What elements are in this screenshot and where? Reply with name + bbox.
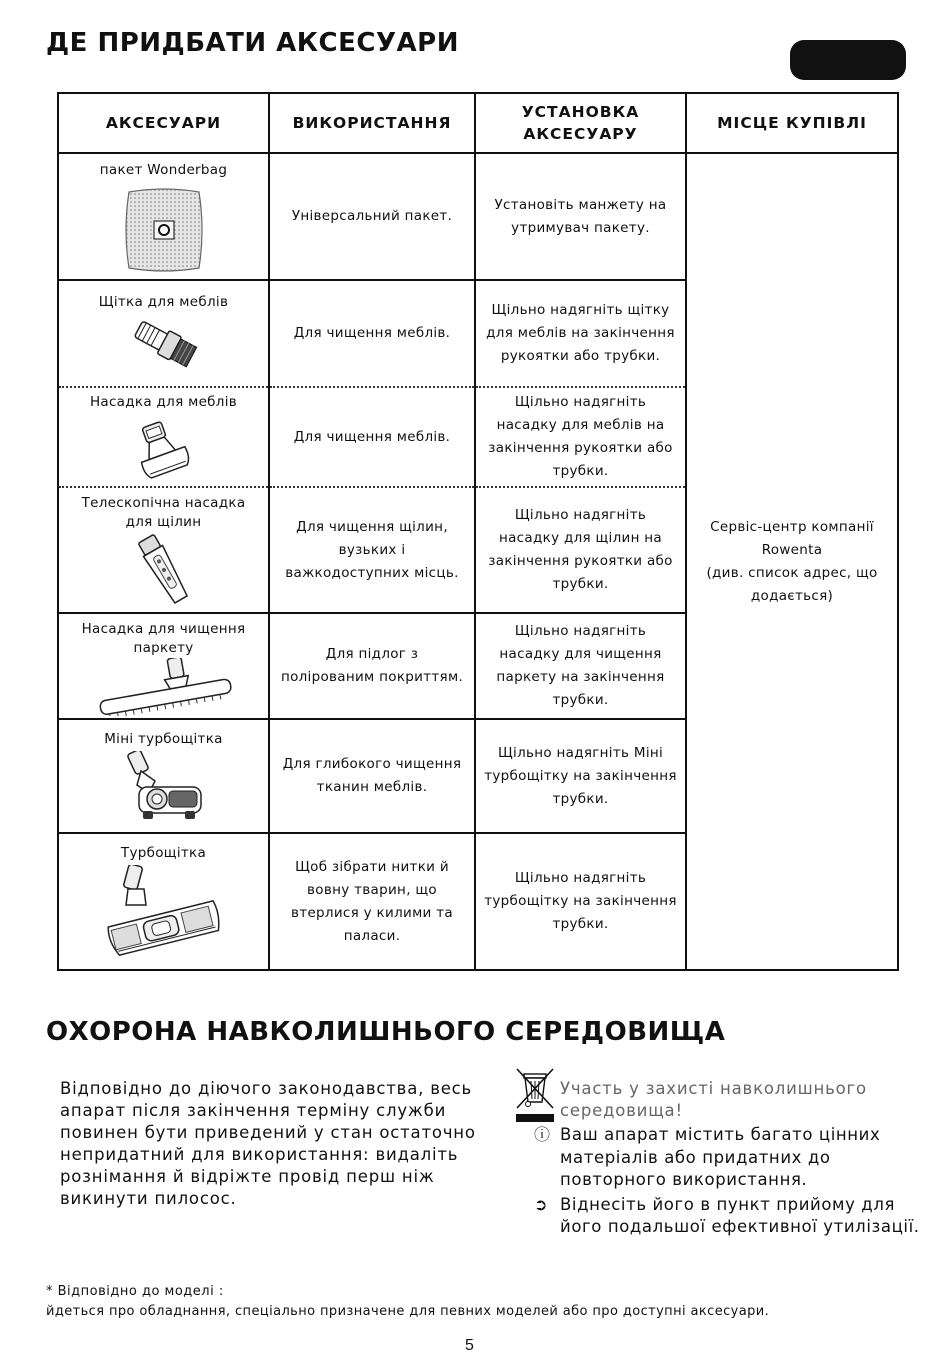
mini-turbo-brush-icon bbox=[119, 751, 209, 825]
usage-cell: Універсальний пакет. bbox=[269, 153, 475, 280]
usage-cell: Для чищення щілин, вузьких і важкодоступних місць. bbox=[269, 487, 475, 613]
install-cell: Щільно надягніть щітку для меблів на закінчення рукоятки або трубки. bbox=[475, 280, 686, 387]
header-purchase: МІСЦЕ КУПІВЛІ bbox=[686, 93, 898, 153]
accessory-cell bbox=[58, 613, 269, 719]
environment-heading: Участь у захисті навколишнього середовища! bbox=[560, 1079, 867, 1120]
arrow-right-icon: ➲ bbox=[534, 1194, 549, 1214]
footnote-line: йдеться про обладнання, спеціально призначене для певних моделей або про доступні аксесуари. bbox=[46, 1304, 770, 1319]
install-cell: Щільно надягніть насадку для чищення паркету на закінчення трубки. bbox=[475, 613, 686, 719]
install-cell: Щільно надягніть насадку для меблів на закінчення рукоятки або трубки. bbox=[475, 387, 686, 487]
accessory-cell bbox=[58, 280, 269, 387]
usage-cell: Для чищення меблів. bbox=[269, 280, 475, 387]
accessory-name: Насадка для чищення паркету bbox=[81, 620, 246, 656]
section-title-environment: ОХОРОНА НАВКОЛИШНЬОГО СЕРЕДОВИЩА bbox=[46, 1017, 726, 1047]
accessory-name: Турбощітка bbox=[120, 844, 207, 861]
accessory-name: Щітка для меблів bbox=[98, 294, 229, 310]
section-title-accessories: ДЕ ПРИДБАТИ АКСЕСУАРИ bbox=[46, 28, 459, 58]
purchase-line: Rowenta bbox=[761, 541, 823, 558]
install-cell: Установіть манжету на утримувач пакету. bbox=[475, 153, 686, 280]
accessory-name: Телескопічна насадка для щілин bbox=[81, 495, 246, 530]
parquet-nozzle-icon bbox=[94, 658, 234, 716]
accessory-name: Насадка для меблів bbox=[89, 393, 238, 410]
list-item-text: Віднесіть його в пункт прийому для його подальшої ефективної утилізації. bbox=[560, 1194, 920, 1236]
footnote-line: * Відповідно до моделі : bbox=[46, 1284, 224, 1299]
purchase-line: додається) bbox=[750, 587, 834, 604]
accessory-cell bbox=[58, 719, 269, 833]
purchase-line: (див. список адрес, що bbox=[706, 564, 878, 581]
list-item bbox=[534, 1194, 934, 1239]
purchase-cell bbox=[686, 153, 898, 970]
accessory-name: пакет Wonderbag bbox=[99, 162, 228, 178]
turbo-brush-icon bbox=[104, 865, 224, 963]
header-accessories: АКСЕСУАРИ bbox=[58, 93, 269, 153]
environment-list bbox=[534, 1124, 934, 1241]
list-item bbox=[534, 1124, 934, 1192]
accessory-cell bbox=[58, 487, 269, 613]
install-cell: Щільно надягніть насадку для щілин на закінчення рукоятки або трубки. bbox=[475, 487, 686, 613]
accessory-cell bbox=[58, 833, 269, 970]
usage-cell: Для чищення меблів. bbox=[269, 387, 475, 487]
header-installation: УСТАНОВКА АКСЕСУАРУ bbox=[475, 93, 686, 153]
accessories-table bbox=[57, 92, 899, 971]
language-tab bbox=[790, 40, 906, 80]
crevice-tool-icon bbox=[129, 534, 199, 606]
table-row bbox=[58, 153, 898, 280]
usage-cell: Для підлог з полірованим покриттям. bbox=[269, 613, 475, 719]
list-item-text: Ваш апарат містить багато цінних матеріалів або придатних до повторного використання. bbox=[560, 1125, 881, 1189]
info-icon: ⓘ bbox=[534, 1125, 551, 1144]
wonderbag-icon bbox=[121, 188, 207, 272]
crossed-bin-icon bbox=[514, 1066, 556, 1124]
purchase-line: Сервіс-центр компанії bbox=[710, 518, 874, 535]
accessory-name: Міні турбощітка bbox=[104, 731, 223, 747]
accessory-cell bbox=[58, 153, 269, 280]
install-cell: Щільно надягніть Міні турбощітку на закінчення трубки. bbox=[475, 719, 686, 833]
furniture-brush-icon bbox=[129, 320, 199, 374]
page-number: 5 bbox=[465, 1337, 474, 1354]
header-usage: ВИКОРИСТАННЯ bbox=[269, 93, 475, 153]
accessory-cell bbox=[58, 387, 269, 487]
disposal-instructions: Відповідно до діючого законодавства, весь апарат після закінчення терміну служби повинен бути приведений у стан остаточно непридатний для використання: видаліть рознімання й відріжте провід перш ніж викинути пилосос. bbox=[60, 1079, 476, 1208]
furniture-nozzle-icon bbox=[129, 420, 199, 482]
usage-cell: Щоб зібрати нитки й вовну тварин, що втерлися у килими та паласи. bbox=[269, 833, 475, 970]
install-cell: Щільно надягніть турбощітку на закінчення трубки. bbox=[475, 833, 686, 970]
usage-cell: Для глибокого чищення тканин меблів. bbox=[269, 719, 475, 833]
